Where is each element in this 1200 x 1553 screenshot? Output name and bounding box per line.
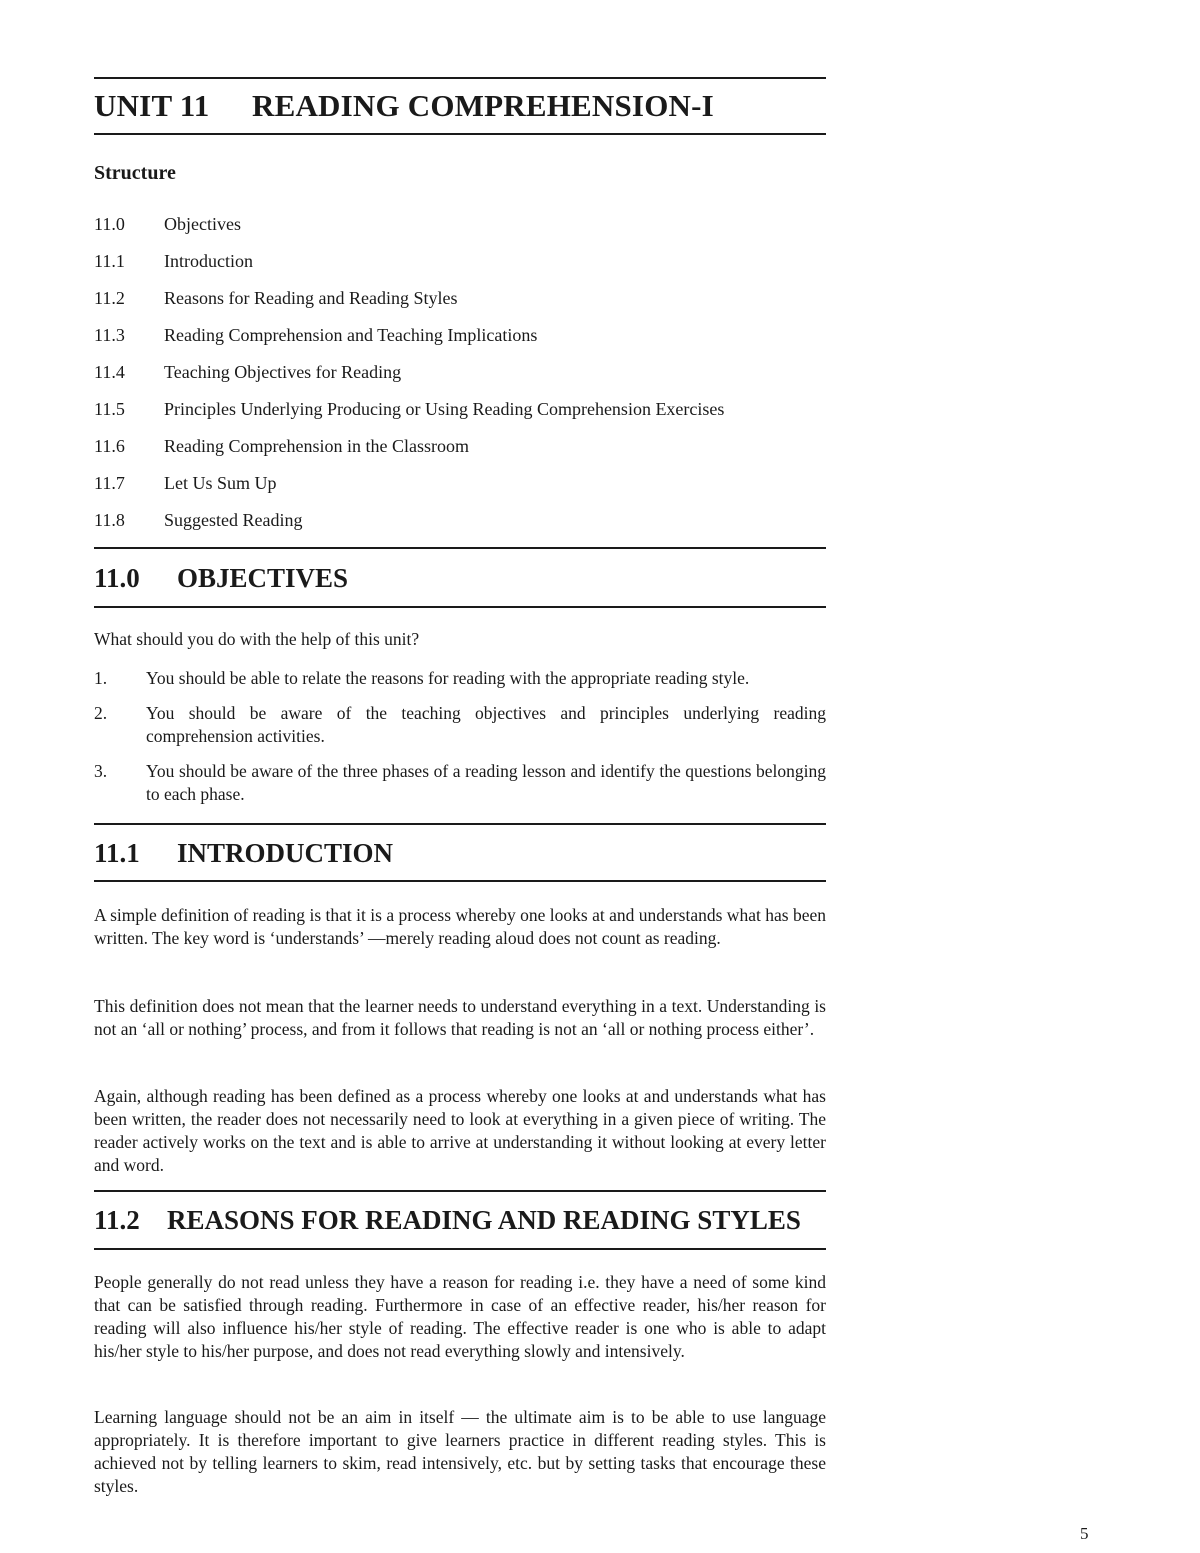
unit-title-text: READING COMPREHENSION-I [252, 88, 714, 123]
objective-item: 2. You should be aware of the teaching objectives and principles underlying reading comprehension activities. [94, 703, 826, 746]
reasons-heading: 11.2 REASONS FOR READING AND READING STYLES [94, 1205, 801, 1235]
structure-item: 11.5 Principles Underlying Producing or Using Reading Comprehension Exercises [94, 399, 725, 419]
introduction-paragraph: This definition does not mean that the learner needs to understand everything in a text. Understanding is not an ‘all or nothing’ process, and from it follows that reading is not an ‘all or nothing process either’. [94, 996, 826, 1039]
objectives-heading: 11.0 OBJECTIVES [94, 563, 349, 593]
structure-item: 11.8 Suggested Reading [94, 510, 303, 530]
unit-title [94, 88, 714, 124]
section-rule [94, 880, 826, 882]
section-rule [94, 547, 826, 549]
introduction-paragraph: Again, although reading has been defined as a process whereby one looks at and understands what has been written, the reader does not necessarily need to look at everything in a given piece of writing. The reader actively works on the text and is able to arrive at understanding it without looking at every letter and word. [94, 1086, 826, 1175]
structure-heading: Structure [94, 162, 176, 184]
section-rule [94, 823, 826, 825]
introduction-paragraph: A simple definition of reading is that it is a process whereby one looks at and understands what has been written. The key word is ‘understands’ —merely reading aloud does not count as reading. [94, 905, 826, 948]
reasons-paragraph: Learning language should not be an aim in itself — the ultimate aim is to be able to use language appropriately. It is therefore important to give learners practice in different reading styles. This is achieved not by telling learners to skim, read intensively, etc. but by setting tasks that encourage these styles. [94, 1407, 826, 1496]
objective-item: 1. You should be able to relate the reasons for reading with the appropriate reading style. [94, 668, 750, 688]
section-rule [94, 1248, 826, 1250]
introduction-heading: 11.1 INTRODUCTION [94, 838, 394, 868]
objective-item: 3. You should be aware of the three phases of a reading lesson and identify the questions belonging to each phase. [94, 761, 826, 804]
structure-item: 11.2 Reasons for Reading and Reading Styles [94, 288, 458, 308]
objectives-list [94, 667, 826, 818]
page-number: 5 [1080, 1524, 1089, 1543]
structure-item: 11.3 Reading Comprehension and Teaching Implications [94, 325, 538, 345]
unit-number: UNIT 11 [94, 88, 210, 123]
reasons-paragraph: People generally do not read unless they have a reason for reading i.e. they have a need of some kind that can be satisfied through reading. Furthermore in case of an effective reader, his/her reason for reading will also influence his/her style of reading. The effective reader is one who is able to adapt his/her style to his/her purpose, and does not read everything slowly and intensively. [94, 1272, 826, 1361]
structure-item: 11.0 Objectives [94, 214, 241, 234]
structure-item: 11.4 Teaching Objectives for Reading [94, 362, 402, 382]
section-rule [94, 1190, 826, 1192]
structure-list [94, 212, 826, 545]
top-rule [94, 77, 826, 79]
structure-item: 11.1 Introduction [94, 251, 253, 271]
objectives-lead: What should you do with the help of this unit? [94, 629, 420, 649]
unit-title-rule [94, 133, 826, 135]
section-rule [94, 606, 826, 608]
structure-item: 11.7 Let Us Sum Up [94, 473, 277, 493]
structure-item: 11.6 Reading Comprehension in the Classroom [94, 436, 469, 456]
